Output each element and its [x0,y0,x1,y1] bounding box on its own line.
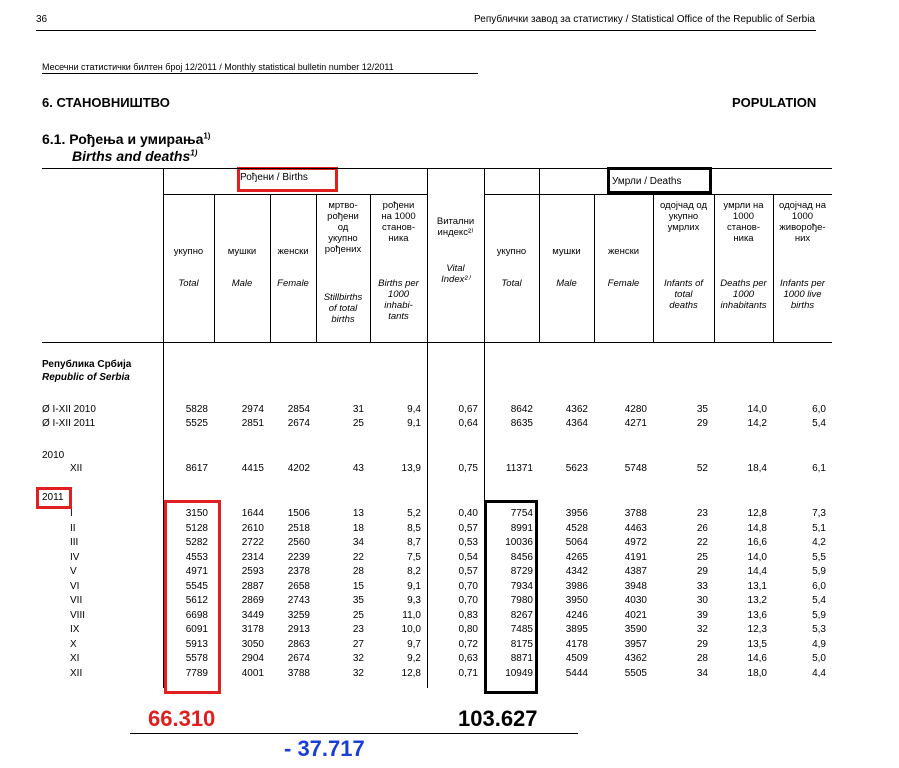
table-cell: 13,9 [401,463,421,474]
table-cell: 29 [696,638,708,650]
table-cell: 26 [696,522,708,534]
table-cell: 2974 [241,404,264,415]
table-cell: 3178 [241,624,264,635]
table-cell: 5064 [565,537,588,548]
table-cell: 13,6 [747,609,767,621]
column-header-sr: женски [607,246,640,257]
table-cell: 18,0 [747,667,767,679]
table-cell: 7980 [510,595,533,606]
table-cell: 6,1 [812,463,826,474]
column-header-en: Male [556,278,577,289]
row-2011-viii-label: VIII [70,609,86,621]
table-cell: 4387 [624,566,647,577]
row-2011-v-label: V [70,566,77,577]
table-cell: 0,57 [458,522,478,534]
table-cell: 18,4 [747,463,767,474]
table-cell: 3050 [241,638,264,650]
column-header-sr: одојчад на 1000 живорође- них [779,200,826,244]
table-cell: 0,67 [458,404,478,415]
table-cell: 0,75 [458,463,478,474]
table-cell: 3986 [565,580,588,592]
table-cell: 9,1 [407,418,421,429]
table-cell: 8871 [510,653,533,664]
table-cell: 5525 [185,418,208,429]
table-cell: 8642 [510,404,533,415]
table-cell: 13,1 [747,580,767,592]
section-title-en: POPULATION [732,95,817,110]
table-cell: 34 [696,667,708,679]
table-cell: 3449 [241,609,264,621]
table-cell: 4,4 [812,667,826,679]
table-cell: 4528 [565,522,588,534]
table-cell: 0,70 [458,580,478,592]
table-cell: 5612 [185,595,208,606]
table-cell: 2869 [241,595,264,606]
table-cell: 14,4 [747,566,767,577]
table-cell: 8991 [510,522,533,534]
row-2011-xi-label: XI [70,653,80,664]
column-header-en: Deaths per 1000 inhabitants [720,278,767,311]
table-cell: 9,7 [407,638,421,650]
table-cell: 4971 [185,566,208,577]
header-title: Републички завод за статистику / Statistical Office of the Republic of Serbia [474,14,815,25]
table-cell: 4362 [565,404,588,415]
table-cell: 2314 [241,551,264,563]
table-top-rule [42,168,832,169]
table-cell: 5545 [185,580,208,592]
avg-2010-row-label: Ø I-XII 2010 [42,404,96,415]
table-cell: 35 [696,404,708,415]
table-cell: 13 [352,508,364,519]
table-cell: 9,1 [407,580,421,592]
column-header-en: Total [178,278,199,289]
column-header-sr: умрли на 1000 станов- ника [723,200,764,244]
table-cell: 3957 [624,638,647,650]
table-cell: 28 [352,566,364,577]
year-2010-label: 2010 [42,450,65,461]
column-divider [214,194,215,342]
table-cell: 39 [696,609,708,621]
table-cell: 2610 [241,522,264,534]
bulletin-title: Месечни статистички билтен број 12/2011 / Monthly statistical bulletin number 12/2011 [42,62,394,72]
table-cell: 28 [696,653,708,664]
table-cell: 4021 [624,609,647,621]
table-cell: 8267 [510,609,533,621]
table-cell: 5,3 [812,624,826,635]
difference-annotation: - 37.717 [284,736,365,761]
table-cell: 5444 [565,667,588,679]
table-cell: 2560 [287,537,310,548]
table-cell: 52 [696,463,708,474]
row-2011-ix-label: IX [70,624,80,635]
table-cell: 5,9 [812,566,826,577]
table-cell: 4364 [565,418,588,429]
section-title-sr: 6. СТАНОВНИШТВО [42,95,170,110]
deaths-sum-annotation: 103.627 [458,706,538,731]
table-cell: 7754 [510,508,533,519]
column-header-sr: укупно [173,246,204,257]
column-header-sr: рођени на 1000 станов- ника [381,200,416,244]
table-cell: 4553 [185,551,208,563]
subsection-title-en: Births and deaths$^{1)}$ [72,148,198,164]
table-cell: 5,0 [812,653,826,664]
table-cell: 1506 [287,508,310,519]
table-cell: 14,0 [747,551,767,563]
table-cell: 13,5 [747,638,767,650]
table-cell: 0,57 [458,566,478,577]
table-cell: 4509 [565,653,588,664]
table-cell: 8617 [185,463,208,474]
table-cell: 5,4 [812,418,826,429]
table-cell: 5,9 [812,609,826,621]
table-cell: 32 [696,624,708,635]
table-cell: 6091 [185,624,208,635]
column-header-sr: женски [277,246,309,257]
table-cell: 29 [696,418,708,429]
table-cell: 5,4 [812,595,826,606]
column-header-en: Infants per 1000 live births [780,278,825,311]
table-cell: 2593 [241,566,264,577]
table-cell: 0,40 [458,508,478,519]
table-cell: 0,70 [458,595,478,606]
table-cell: 22 [352,551,364,563]
deaths-highlight-box [607,167,712,194]
column-header-en: Infants of total deaths [663,278,704,311]
table-cell: 14,6 [747,653,767,664]
table-cell: 4246 [565,609,588,621]
table-cell: 0,53 [458,537,478,548]
table-cell: 2674 [287,418,310,429]
row-2011-vi-label: VI [70,580,80,592]
sum-underline [130,733,578,734]
table-cell: 15 [352,580,364,592]
row-2011-iv-label: IV [70,551,80,563]
table-cell: 8,5 [407,522,421,534]
table-cell: 0,83 [458,609,478,621]
table-cell: 5623 [565,463,588,474]
region-label-en: Republic of Serbia [42,372,130,383]
table-cell: 4271 [624,418,647,429]
table-cell: 30 [696,595,708,606]
bulletin-rule [42,73,478,74]
table-cell: 25 [352,418,364,429]
table-cell: 10,0 [401,624,421,635]
table-cell: 43 [352,463,364,474]
column-header-sr: мушки [552,246,581,257]
column-header-en: Female [277,278,309,289]
table-cell: 4,2 [812,537,826,548]
table-cell: 2851 [241,418,264,429]
table-cell: 14,0 [747,404,767,415]
table-cell: 22 [696,537,708,548]
table-cell: 2658 [287,580,310,592]
column-header-sr: мртво- рођени од укупно рођених [324,200,362,255]
column-header-en: Births per 1000 inhabi- tants [378,278,419,322]
table-cell: 14,8 [747,522,767,534]
region-label-sr: Република Србија [42,359,132,370]
table-cell: 3948 [624,580,647,592]
table-cell: 8175 [510,638,533,650]
table-cell: 23 [696,508,708,519]
table-cell: 0,80 [458,624,478,635]
table-cell: 9,3 [407,595,421,606]
table-cell: 3788 [624,508,647,519]
table-cell: 3956 [565,508,588,519]
table-cell: 31 [352,404,364,415]
column-header-sr: Витални индекс²⁾ [436,216,475,238]
deaths-group-rule [484,194,832,195]
column-divider [594,194,595,342]
table-cell: 3590 [624,624,647,635]
table-cell: 0,63 [458,653,478,664]
table-cell: 5128 [185,522,208,534]
table-cell: 8729 [510,566,533,577]
table-cell: 14,2 [747,418,767,429]
table-cell: 33 [696,580,708,592]
table-cell: 2887 [241,580,264,592]
table-cell: 5,2 [407,508,421,519]
table-cell: 8,7 [407,537,421,548]
table-cell: 7,3 [812,508,826,519]
table-cell: 4030 [624,595,647,606]
table-cell: 10949 [505,667,533,679]
table-cell: 16,6 [747,537,767,548]
table-cell: 0,71 [458,667,478,679]
avg-2011-row-label: Ø I-XII 2011 [42,418,96,429]
table-cell: 3788 [287,667,310,679]
table-cell: 4001 [241,667,264,679]
table-cell: 5505 [624,667,647,679]
table-cell: 32 [352,667,364,679]
births-sum-annotation: 66.310 [148,706,216,731]
table-cell: 3895 [565,624,588,635]
row-2010-xii-label: XII [70,463,83,474]
table-cell: 1644 [241,508,264,519]
table-cell: 34 [352,537,364,548]
table-cell: 29 [696,566,708,577]
table-cell: 2518 [287,522,310,534]
row-2011-ii-label: II [70,522,76,534]
table-cell: 3259 [287,609,310,621]
column-header-en: Total [501,278,522,289]
table-cell: 6,0 [812,404,826,415]
table-cell: 6698 [185,609,208,621]
table-cell: 2722 [241,537,264,548]
table-cell: 3950 [565,595,588,606]
table-cell: 4178 [565,638,588,650]
table-cell: 4362 [624,653,647,664]
group-births-label: Рођени / Births [240,172,308,183]
table-cell: 13,2 [747,595,767,606]
column-header-en: Stillbirths of total births [323,292,363,325]
births-highlight-box [237,167,338,192]
table-cell: 2854 [287,404,310,415]
table-cell: 2913 [287,624,310,635]
table-cell: 7789 [185,667,208,679]
table-cell: 25 [352,609,364,621]
table-cell: 9,4 [407,404,421,415]
table-header-bottom-rule [42,342,832,343]
column-divider [270,194,271,342]
table-cell: 5,5 [812,551,826,563]
table-cell: 4,9 [812,638,826,650]
table-cell: 2239 [287,551,310,563]
table-cell: 27 [352,638,364,650]
column-header-en: Male [231,278,253,289]
table-cell: 5578 [185,653,208,664]
table-cell: 3150 [185,508,208,519]
column-header-en: Vital Index²⁾ [441,263,470,285]
group-deaths-label: Умрли / Deaths [612,176,682,187]
row-2011-vii-label: VII [70,595,83,606]
column-header-en: Female [607,278,640,289]
births-group-rule [163,194,427,195]
row-2011-x-label: X [70,638,77,650]
table-cell: 18 [352,522,364,534]
table-cell: 2904 [241,653,264,664]
table-cell: 4463 [624,522,647,534]
table-cell: 4415 [241,463,264,474]
page-number: 36 [36,14,48,25]
table-cell: 5828 [185,404,208,415]
table-cell: 8635 [510,418,533,429]
table-cell: 9,2 [407,653,421,664]
table-cell: 4202 [287,463,310,474]
table-cell: 2743 [287,595,310,606]
table-cell: 35 [352,595,364,606]
row-2011-i-label: I [70,508,73,519]
table-cell: 12,8 [747,508,767,519]
table-cell: 5282 [185,537,208,548]
column-header-sr: одојчад од укупно умрлих [659,200,708,233]
header-rule [36,30,816,31]
table-cell: 5,1 [812,522,826,534]
year-2011-highlight-box [36,487,72,509]
table-cell: 12,8 [401,667,421,679]
table-cell: 11371 [505,463,533,474]
table-cell: 25 [696,551,708,563]
table-cell: 32 [352,653,364,664]
table-cell: 11,0 [402,609,421,621]
table-cell: 2674 [287,653,310,664]
table-cell: 5748 [624,463,647,474]
table-cell: 7,5 [407,551,421,563]
row-2011-iii-label: III [70,537,79,548]
table-cell: 4972 [624,537,647,548]
column-header-sr: укупно [496,246,527,257]
table-cell: 10036 [505,537,533,548]
table-cell: 2863 [287,638,310,650]
table-cell: 4265 [565,551,588,563]
table-cell: 7485 [510,624,533,635]
table-cell: 7934 [510,580,533,592]
table-cell: 8456 [510,551,533,563]
table-cell: 12,3 [747,624,767,635]
table-cell: 6,0 [812,580,826,592]
column-header-sr: мушки [227,246,257,257]
table-cell: 0,72 [458,638,478,650]
table-cell: 23 [352,624,364,635]
year-2011-label: 2011 [42,492,64,503]
table-cell: 4191 [624,551,647,563]
table-cell: 8,2 [407,566,421,577]
row-2011-xii-label: XII [70,667,83,679]
table-cell: 5913 [185,638,208,650]
table-cell: 4342 [565,566,588,577]
subsection-title-sr: 6.1. Рођења и умирања$^{1)}$ [42,131,211,147]
table-cell: 2378 [287,566,310,577]
table-cell: 0,54 [458,551,478,563]
table-cell: 0,64 [458,418,478,429]
table-cell: 4280 [624,404,647,415]
